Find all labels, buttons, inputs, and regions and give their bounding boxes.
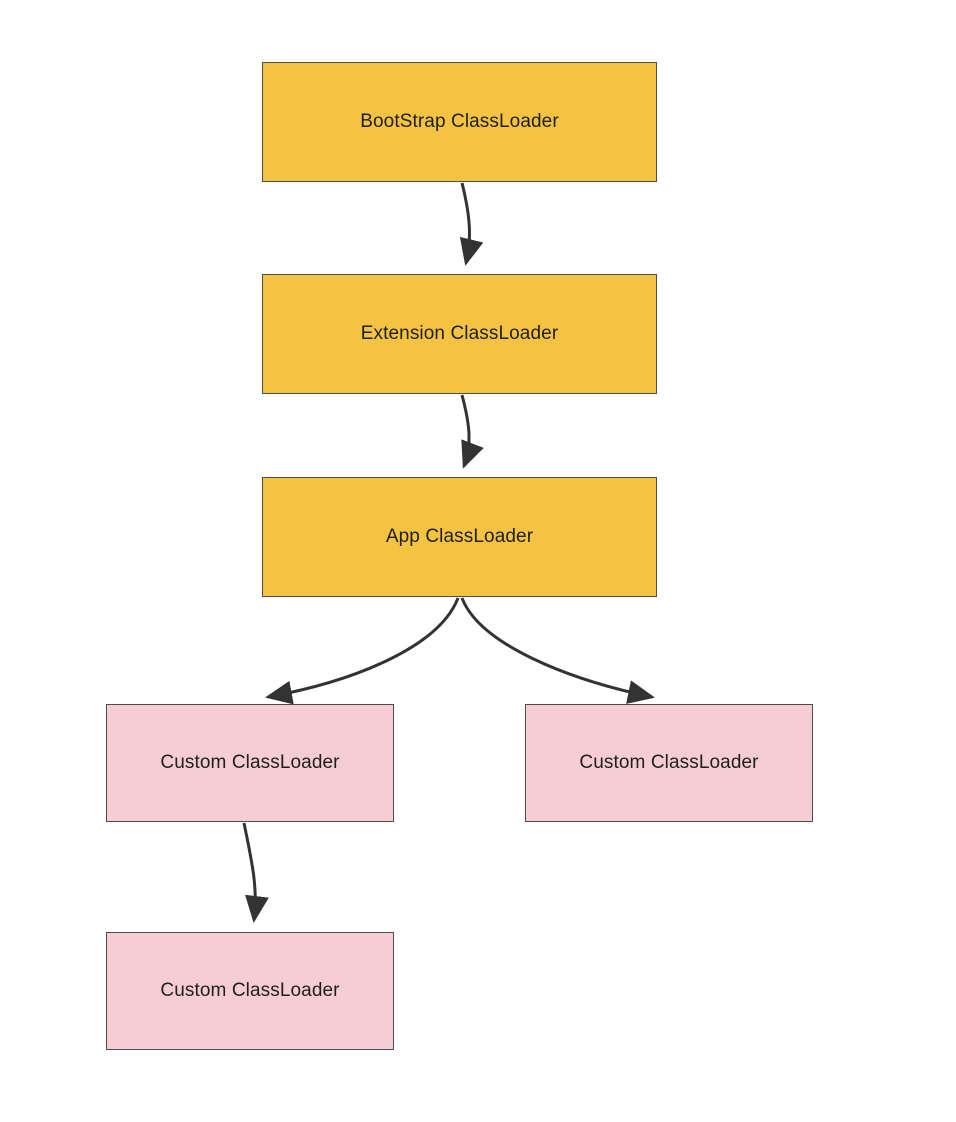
node-custom-classloader-bottom-label: Custom ClassLoader — [160, 979, 340, 1001]
edge-bootstrap-extension — [462, 183, 469, 263]
node-app-classloader-label: App ClassLoader — [385, 525, 534, 547]
node-bootstrap-classloader[interactable] — [262, 62, 657, 182]
edge-app-custom-left — [268, 598, 458, 697]
node-app-classloader[interactable] — [262, 477, 657, 597]
node-extension-classloader-label: Extension ClassLoader — [360, 322, 559, 344]
node-custom-classloader-right-label: Custom ClassLoader — [579, 751, 759, 773]
node-custom-classloader-bottom[interactable] — [106, 932, 394, 1050]
edge-extension-app — [462, 395, 469, 466]
node-extension-classloader[interactable] — [262, 274, 657, 394]
node-custom-classloader-right[interactable] — [525, 704, 813, 822]
node-custom-classloader-left[interactable] — [106, 704, 394, 822]
node-custom-classloader-left-label: Custom ClassLoader — [160, 751, 340, 773]
edge-app-custom-right — [462, 598, 652, 697]
edge-custom-left-custom-bottom — [244, 823, 255, 920]
node-bootstrap-classloader-label: BootStrap ClassLoader — [360, 110, 559, 132]
